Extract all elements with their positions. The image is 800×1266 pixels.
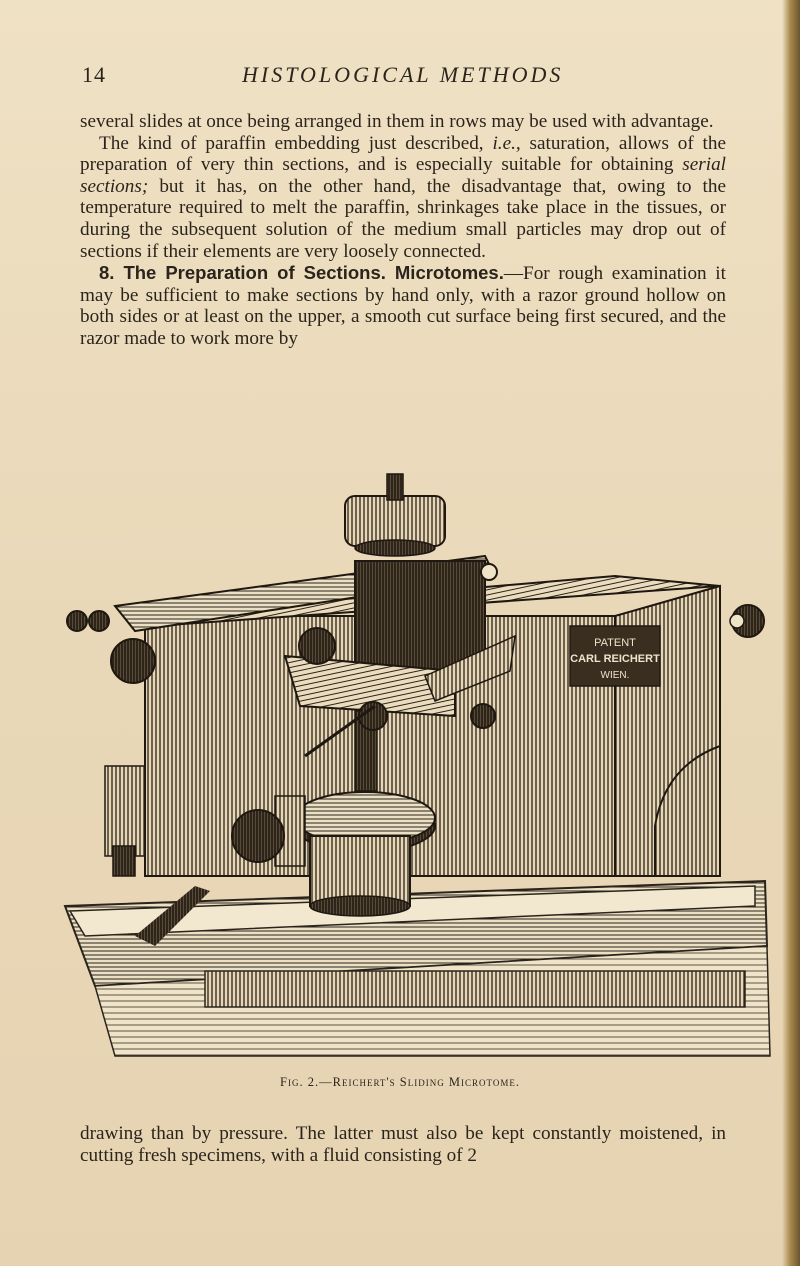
- paragraph-2-before: The kind of paraffin embedding just described,: [99, 132, 493, 154]
- figure-caption: Fig. 2.—Reichert's Sliding Microtome.: [280, 1075, 520, 1089]
- page-header: [82, 62, 722, 92]
- base-tray: [65, 881, 770, 1056]
- serial-sections-italic: serial sections;: [80, 154, 726, 197]
- paragraph-1: several slides at once being arranged in them in rows may be used with advantage.: [80, 111, 714, 132]
- top-text-block: [80, 111, 726, 350]
- microtome-illustration: [55, 466, 775, 1066]
- plate-line-2: CARL REICHERT: [570, 653, 660, 665]
- paragraph-2: [80, 133, 726, 263]
- plate-line-3: WIEN.: [600, 670, 630, 681]
- paragraph-3-body: —For rough examination it may be sufficient to make sections by hand only, with a razor ground hollow on both sides or at least on the upper, a smooth cut surface being first secured, and the razor made to work more by: [80, 263, 726, 349]
- bottom-text-block: [80, 1123, 726, 1166]
- maker-plate: [570, 626, 660, 686]
- paragraph-2-mid: saturation, allows of the preparation of very thin sections, and is especially suitable for obtaining: [80, 132, 727, 176]
- page-number: 14: [82, 62, 106, 87]
- plate-line-1: PATENT: [594, 637, 636, 649]
- section-heading: 8. The Preparation of Sections. Microtomes.: [99, 262, 504, 284]
- running-head: HISTOLOGICAL METHODS: [242, 62, 564, 87]
- ie-italic: i.e.,: [492, 132, 521, 154]
- microtome-engraving: [55, 466, 775, 1066]
- paragraph-2-after: but it has, on the other hand, the disadvantage that, owing to the temperature required to melt the paraffin, shrinkages take place in the tissues, or during the subsequent solution of the medium small particles may drop out of sections if their elements are very loosely connected.: [80, 175, 726, 262]
- paragraph-4: drawing than by pressure. The latter must also be kept constantly moistened, in cutting fresh specimens, with a fluid consisting of 2: [80, 1123, 726, 1166]
- paragraph-3: [80, 262, 726, 349]
